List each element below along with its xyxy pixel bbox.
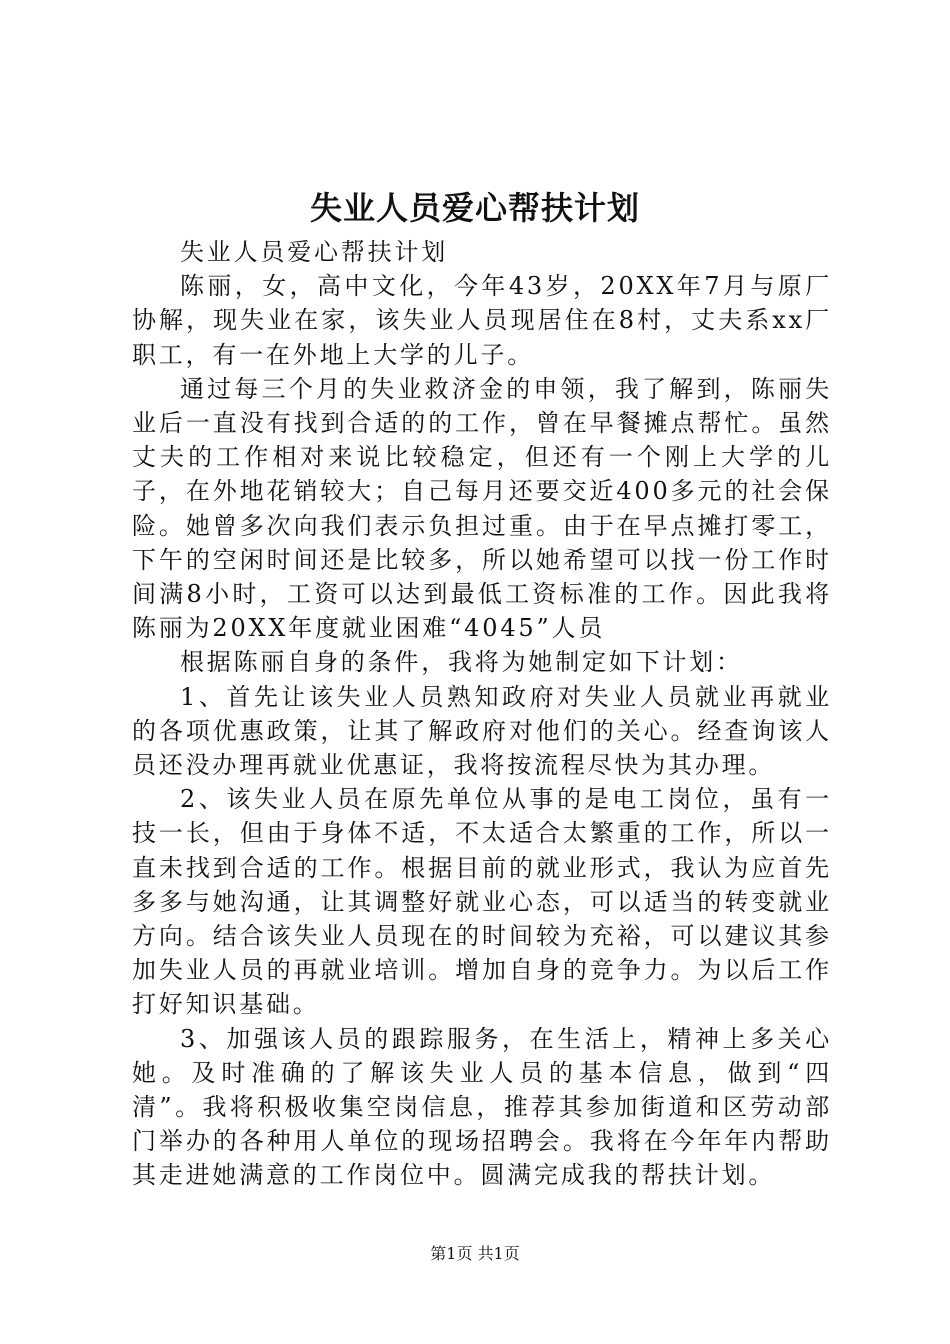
page-footer: 第1页 共1页: [430, 1244, 520, 1263]
paragraph-profile: 陈丽，女，高中文化，今年43岁，20XX年7月与原厂协解，现失业在家，该失业人员现居住在8村，丈夫系xx厂职工，有一在外地上大学的儿子。: [132, 272, 832, 369]
paragraph-situation: 通过每三个月的失业救济金的申领，我了解到，陈丽失业后一直没有找到合适的的工作，曾在早餐摊点帮忙。虽然丈夫的工作相对来说比较稳定，但还有一个刚上大学的儿子，在外地花销较大；自己每月还要交近400多元的社会保险。她曾多次向我们表示负担过重。由于在早点摊打零工，下午的空闲时间还是比较多，所以她希望可以找一份工作时间满8小时，工资可以达到最低工资标准的工作。因此我将陈丽为20XX年度就业困难“4045”人员: [132, 374, 832, 643]
document-title: 失业人员爱心帮扶计划: [309, 189, 640, 227]
document-body: [132, 235, 832, 1193]
paragraph-plan-item-1: 1、首先让该失业人员熟知政府对失业人员就业再就业的各项优惠政策，让其了解政府对他们的关心。经查询该人员还没办理再就业优惠证，我将按流程尽快为其办理。: [132, 682, 832, 780]
paragraph-plan-item-3: 3、加强该人员的跟踪服务，在生活上，精神上多关心她。及时准确的了解该失业人员的基本信息，做到“四清”。我将积极收集空岗信息，推荐其参加街道和区劳动部门举办的各种用人单位的现场招聘会。我将在今年年内帮助其走进她满意的工作岗位中。圆满完成我的帮扶计划。: [132, 1024, 832, 1190]
paragraph-subtitle: 失业人员爱心帮扶计划: [180, 238, 448, 266]
paragraph-plan-intro: 根据陈丽自身的条件，我将为她制定如下计划：: [180, 648, 743, 677]
paragraph-plan-item-2: 2、该失业人员在原先单位从事的是电工岗位，虽有一技一长，但由于身体不适，不太适合太繁重的工作，所以一直未找到合适的工作。根据目前的就业形式，我认为应首先多多与她沟通，让其调整好就业心态，可以适当的转变就业方向。结合该失业人员现在的时间较为充裕，可以建议其参加失业人员的再就业培训。增加自身的竞争力。为以后工作打好知识基础。: [132, 785, 832, 1019]
